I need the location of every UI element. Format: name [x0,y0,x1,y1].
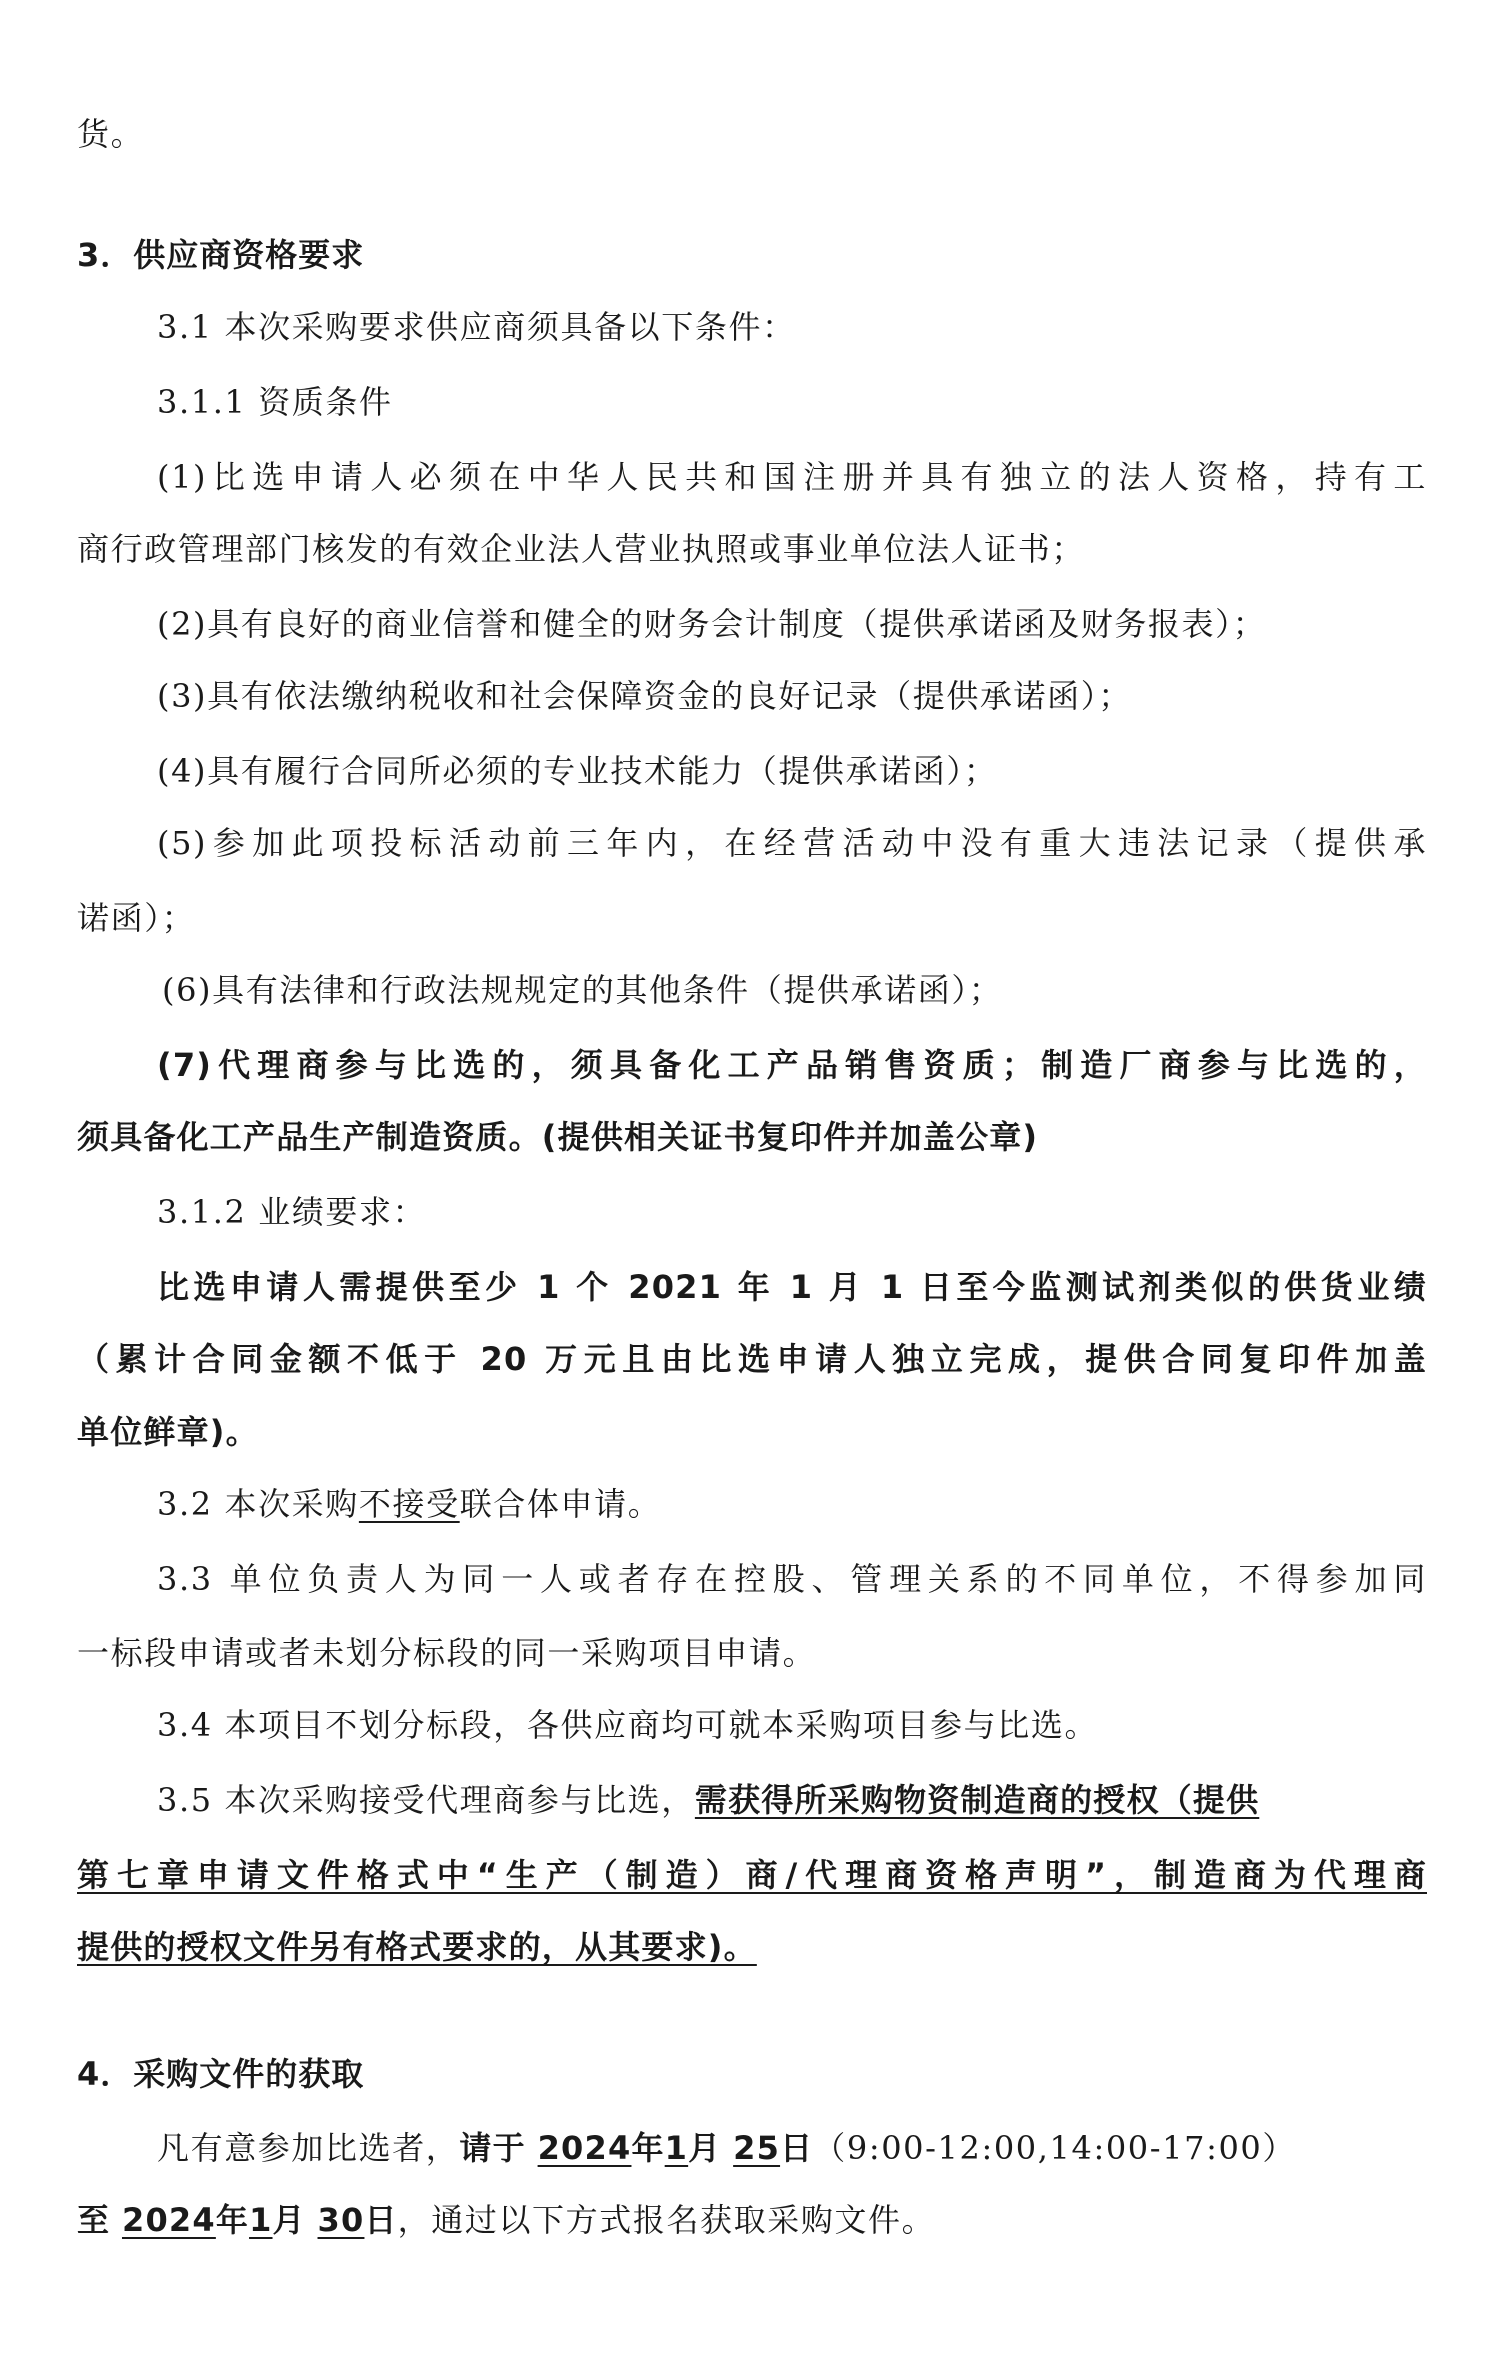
start-year: 2024 [537,2129,632,2167]
acquisition-line-1 [157,2126,1427,2170]
clause-3-1-1-title: 3.1.1 资质条件 [157,383,393,421]
clause-3-3-line-2: 一标段申请或者未划分标段的同一采购项目申请。 [77,1634,817,1672]
requirement-1-line-2: 商行政管理部门核发的有效企业法人营业执照或事业单位法人证书； [77,530,1086,568]
performance-requirement-line-2: （累计合同金额不低于 20 万元且由比选申请人独立完成，提供合同复印件加盖 [77,1340,1427,1378]
day-char: 日 [780,2129,814,2167]
acquisition-prefix: 凡有意参加比选者， [157,2129,460,2167]
acquisition-lead: 请于 [459,2129,526,2167]
clause-3-5-line-1 [157,1778,1427,1822]
requirement-7-line-2: 须具备化工产品生产制造资质。(提供相关证书复印件并加盖公章) [77,1118,1039,1156]
requirement-2: (2)具有良好的商业信誉和健全的财务会计制度（提供承诺函及财务报表）； [157,605,1267,643]
requirement-5-line-1: (5)参加此项投标活动前三年内，在经营活动中没有重大违法记录（提供承 [157,824,1427,862]
performance-requirement-line-1: 比选申请人需提供至少 1 个 2021 年 1 月 1 日至今监测试剂类似的供货业绩 [157,1268,1427,1306]
requirement-5-line-2: 诺函）； [77,899,196,937]
clause-3-1-2-title: 3.1.2 业绩要求： [157,1193,427,1231]
clause-3-3-line-1: 3.3 单位负责人为同一人或者存在控股、管理关系的不同单位，不得参加同 [157,1560,1427,1598]
requirement-7-line-1: (7)代理商参与比选的，须具备化工产品销售资质；制造厂商参与比选的， [157,1046,1427,1084]
month-char: 月 [688,2129,722,2167]
requirement-6: (6)具有法律和行政法规规定的其他条件（提供承诺函）； [162,971,1003,1009]
year-char: 年 [631,2129,665,2167]
clause-3-2-suffix: 联合体申请。 [459,1485,662,1523]
requirement-3: (3)具有依法缴纳税收和社会保障资金的良好记录（提供承诺函）； [157,677,1132,715]
start-day: 25 [733,2129,781,2167]
to-char: 至 [77,2201,111,2239]
clause-3-2-prefix: 3.2 本次采购 [157,1485,359,1523]
start-month: 1 [664,2129,689,2167]
end-month: 1 [249,2201,273,2239]
clause-3-1: 3.1 本次采购要求供应商须具备以下条件： [157,308,796,346]
clause-3-5-line-2: 第七章申请文件格式中“生产（制造）商/代理商资格声明”，制造商为代理商 [77,1856,1427,1894]
clause-3-5-line-3: 提供的授权文件另有格式要求的，从其要求)。 [77,1928,757,1966]
day-char: 日 [364,2201,398,2239]
clause-3-5-underlined-1: 需获得所采购物资制造商的授权（提供 [694,1781,1260,1819]
office-hours: （9:00-12:00,14:00-17:00） [813,2129,1296,2167]
paragraph-continuation: 货。 [77,115,145,153]
month-char: 月 [272,2201,306,2239]
clause-3-5-prefix: 3.5 本次采购接受代理商参与比选， [157,1781,695,1819]
clause-3-2 [157,1482,1427,1526]
acquisition-line-2 [77,2198,1427,2242]
requirement-1-line-1: (1)比选申请人必须在中华人民共和国注册并具有独立的法人资格，持有工 [157,458,1427,496]
performance-requirement-line-3: 单位鲜章)。 [77,1413,259,1451]
acquisition-suffix: ，通过以下方式报名获取采购文件。 [397,2201,936,2239]
clause-3-4: 3.4 本项目不划分标段，各供应商均可就本采购项目参与比选。 [157,1706,1099,1744]
end-day: 30 [317,2201,365,2239]
section-heading-4: 4．采购文件的获取 [77,2055,365,2093]
clause-3-2-underlined: 不接受 [358,1485,460,1523]
end-year: 2024 [121,2201,216,2239]
requirement-4: (4)具有履行合同所必须的专业技术能力（提供承诺函）； [157,752,998,790]
section-heading-3: 3．供应商资格要求 [77,236,365,274]
year-char: 年 [215,2201,250,2239]
